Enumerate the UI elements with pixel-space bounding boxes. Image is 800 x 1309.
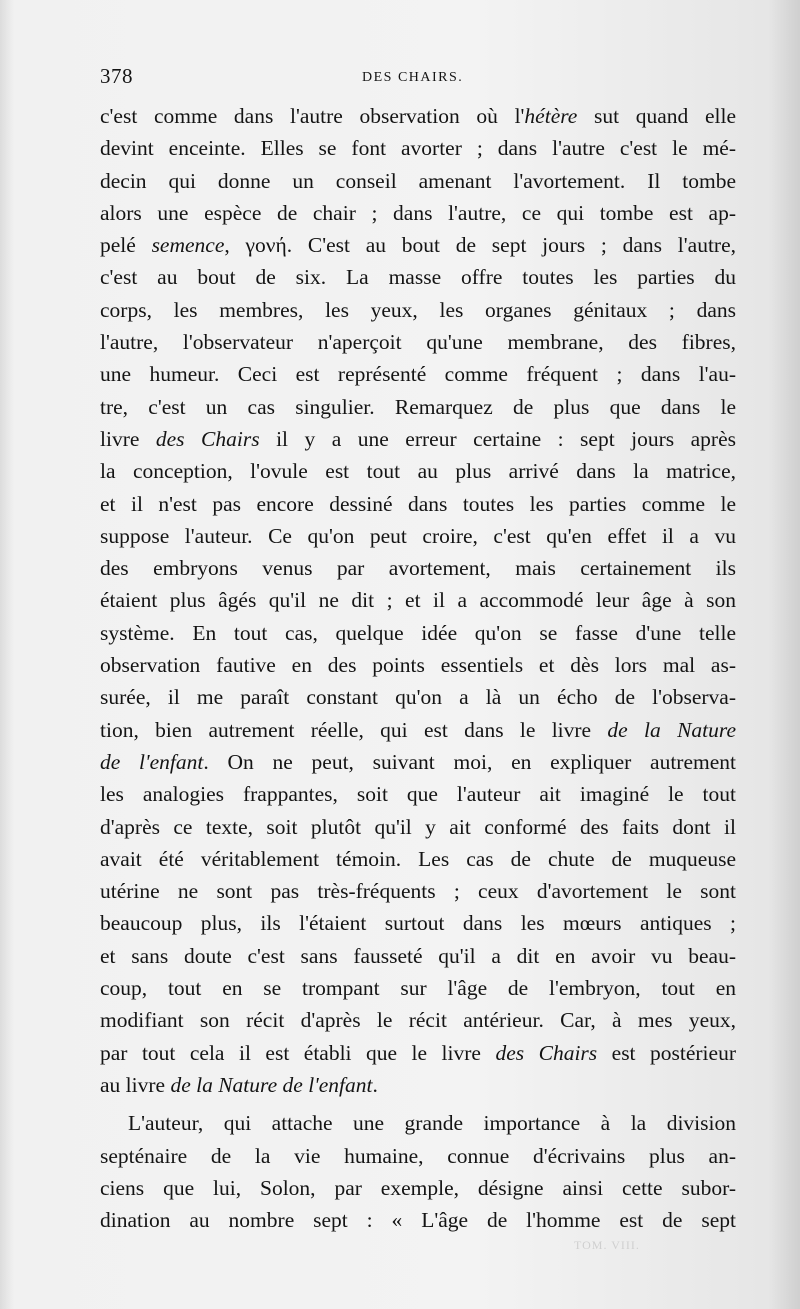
text-line (100, 1004, 736, 1036)
text-segment: alors une espèce de chair ; dans l'autre, ce qui tombe est ap- (100, 200, 736, 225)
text-segment: , γονή. C'est au bout de sept jours ; dans l'autre, (224, 233, 736, 258)
running-head: DES CHAIRS. (362, 70, 464, 85)
text-line (100, 294, 736, 326)
text-segment: avait été véritablement témoin. Les cas de chute de muqueuse (100, 846, 736, 871)
text-segment: suppose l'auteur. Ce qu'on peut croire, c'est qu'en effet il a vu (100, 523, 736, 548)
text-line (100, 520, 736, 552)
text-line (100, 391, 736, 423)
text-segment: septénaire de la vie humaine, connue d'écrivains plus an- (100, 1143, 736, 1168)
text-segment: tion, bien autrement réelle, qui est dans le livre (100, 717, 608, 742)
text-segment: livre (100, 426, 156, 451)
text-segment: . (372, 1072, 378, 1097)
text-segment: sut quand elle (577, 104, 736, 128)
text-segment: système. En tout cas, quelque idée qu'on se fasse d'une telle (100, 620, 736, 645)
text-segment: devint enceinte. Elles se font avorter ; dans l'autre c'est le mé- (100, 136, 736, 161)
text-line (100, 811, 736, 843)
text-line (100, 488, 736, 520)
text-segment: dination au nombre sept : « L'âge de l'homme est de sept (100, 1208, 736, 1233)
page-header (100, 64, 740, 94)
text-line (100, 455, 736, 487)
text-line (100, 1140, 736, 1172)
text-line (100, 197, 736, 229)
body-text (100, 100, 736, 1236)
text-segment: est postérieur (597, 1040, 736, 1065)
text-line (100, 552, 736, 584)
text-segment: beaucoup plus, ils l'étaient surtout dans les mœurs antiques ; (100, 911, 736, 936)
text-segment: corps, les membres, les yeux, les organes génitaux ; dans (100, 297, 736, 322)
text-segment: l'autre, l'observateur n'aperçoit qu'une membrane, des fibres, (100, 330, 736, 355)
text-segment: une humeur. Ceci est représenté comme fréquent ; dans l'au- (100, 362, 736, 387)
text-line (100, 261, 736, 293)
text-segment: ciens que lui, Solon, par exemple, désigne ainsi cette subor- (100, 1175, 736, 1200)
text-line (100, 423, 736, 455)
text-line (100, 778, 736, 810)
text-segment: utérine ne sont pas très-fréquents ; ceux d'avortement le sont (100, 879, 736, 904)
text-line (100, 907, 736, 939)
text-segment: modifiant son récit d'après le récit antérieur. Car, à mes yeux, (100, 1008, 736, 1033)
text-segment: et il n'est pas encore dessiné dans toutes les parties comme le (100, 491, 736, 516)
italic-segment: des Chairs (495, 1040, 598, 1065)
text-segment: L'auteur, qui attache une grande importance à la division (128, 1111, 736, 1136)
text-line (100, 714, 736, 746)
page-number: 378 (100, 64, 133, 88)
italic-segment: des Chairs (155, 426, 260, 451)
italic-segment: hétère (524, 104, 578, 128)
text-segment: étaient plus âgés qu'il ne dit ; et il a accommodé leur âge à son (100, 588, 736, 613)
bleed-through-signature: TOM. VIII. (574, 1238, 640, 1252)
text-line (100, 875, 736, 907)
text-segment: coup, tout en se trompant sur l'âge de l'embryon, tout en (100, 976, 736, 1001)
text-line (100, 972, 736, 1004)
text-segment: . On ne peut, suivant moi, en expliquer autrement (203, 749, 736, 774)
text-segment: c'est comme dans l'autre observation où l' (100, 104, 525, 128)
text-segment: d'après ce texte, soit plutôt qu'il y ait conformé des faits dont il (100, 814, 736, 839)
text-line (100, 1107, 736, 1139)
text-line (100, 165, 736, 197)
text-segment: surée, il me paraît constant qu'on a là un écho de l'observa- (100, 685, 736, 710)
text-line (100, 681, 736, 713)
text-line (100, 1069, 736, 1101)
text-segment: decin qui donne un conseil amenant l'avortement. Il tombe (100, 168, 736, 193)
text-line (100, 1037, 736, 1069)
text-line (100, 326, 736, 358)
italic-segment: semence (151, 233, 225, 258)
text-segment: la conception, l'ovule est tout au plus arrivé dans la matrice, (100, 459, 736, 484)
page-footer (100, 1230, 740, 1260)
text-line (100, 1172, 736, 1204)
text-segment: au livre (100, 1072, 171, 1097)
text-line (100, 649, 736, 681)
italic-segment: de la Nature (607, 717, 736, 742)
text-segment: observation fautive en des points essentiels et dès lors mal as- (100, 653, 736, 678)
text-segment: des embryons venus par avortement, mais certainement ils (100, 556, 736, 581)
text-segment: c'est au bout de six. La masse offre toutes les parties du (100, 265, 736, 290)
text-line (100, 229, 736, 261)
text-segment: les analogies frappantes, soit que l'auteur ait imaginé le tout (100, 782, 736, 807)
text-segment: il y a une erreur certaine : sept jours après (259, 426, 736, 451)
text-line (100, 358, 736, 390)
text-segment: par tout cela il est établi que le livre (100, 1040, 496, 1065)
text-line (100, 584, 736, 616)
text-line (100, 746, 736, 778)
text-segment: pelé (100, 233, 152, 258)
text-line (100, 617, 736, 649)
italic-segment: de l'enfant (100, 749, 204, 774)
text-segment: tre, c'est un cas singulier. Remarquez de plus que dans le (100, 394, 736, 419)
italic-segment: de la Nature de l'enfant (170, 1072, 373, 1097)
text-line (100, 940, 736, 972)
text-segment: et sans doute c'est sans fausseté qu'il a dit en avoir vu beau- (100, 943, 736, 968)
text-line (100, 100, 736, 132)
text-line (100, 132, 736, 164)
text-line (100, 843, 736, 875)
